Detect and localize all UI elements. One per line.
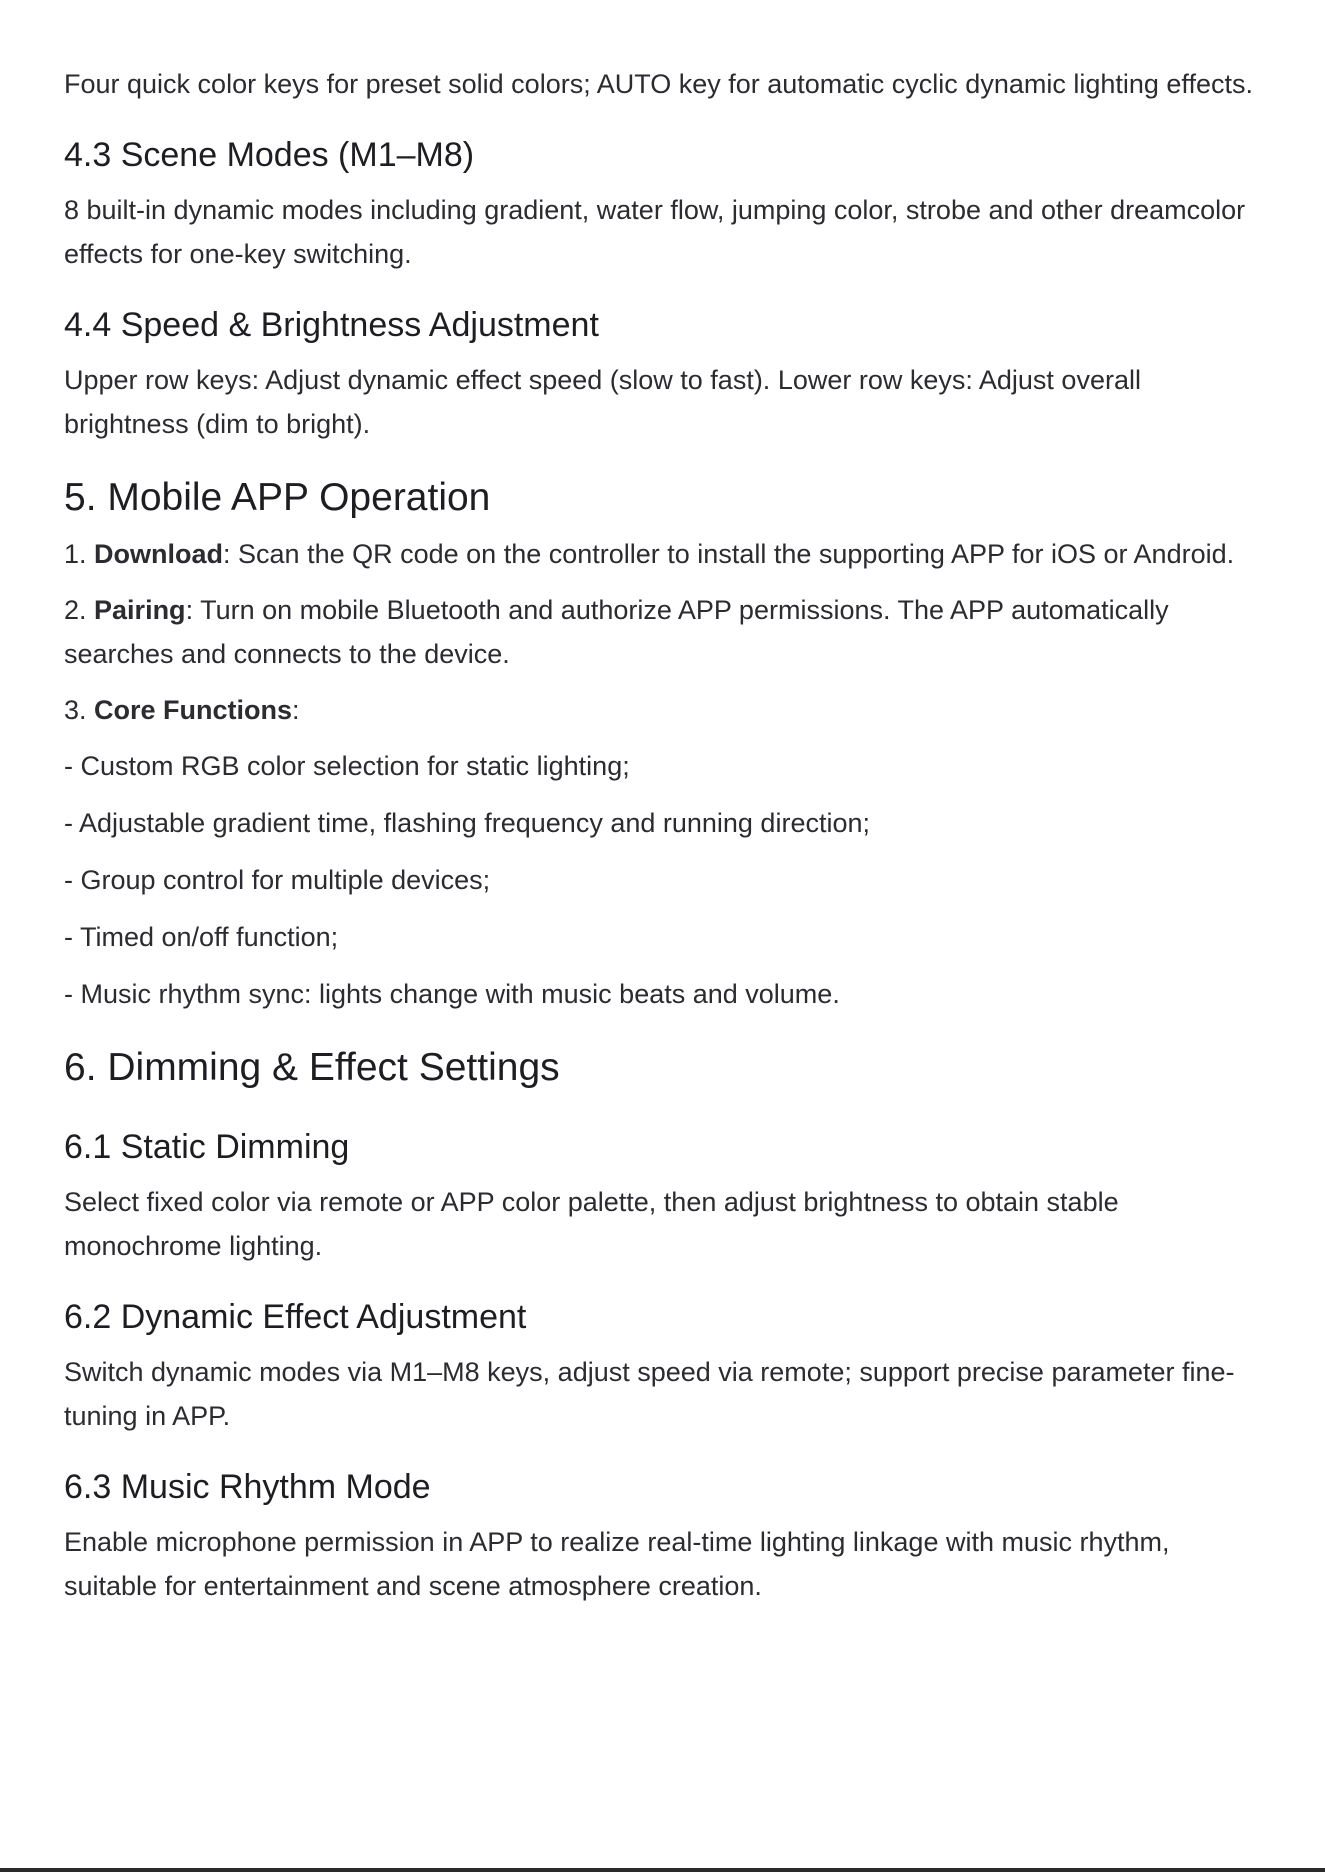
- intro-paragraph: Four quick color keys for preset solid colors; AUTO key for automatic cyclic dynamic lighting effects.: [64, 69, 1253, 99]
- function-item: - Timed on/off function;: [64, 922, 339, 952]
- step-number: 3.: [64, 695, 95, 725]
- step-text: :: [292, 695, 300, 725]
- step-pairing: [64, 588, 1254, 676]
- heading-6-2: 6.2 Dynamic Effect Adjustment: [64, 1298, 527, 1336]
- heading-6-1: 6.1 Static Dimming: [64, 1128, 350, 1166]
- step-number: 1.: [64, 539, 95, 569]
- heading-5: 5. Mobile APP Operation: [64, 476, 491, 519]
- step-text: : Turn on mobile Bluetooth and authorize APP permissions. The APP automatically searches and connects to the device.: [64, 595, 1169, 669]
- heading-6-3: 6.3 Music Rhythm Mode: [64, 1468, 431, 1506]
- function-item: - Adjustable gradient time, flashing frequency and running direction;: [64, 808, 870, 838]
- step-text: : Scan the QR code on the controller to install the supporting APP for iOS or Android.: [223, 539, 1235, 569]
- function-item: - Custom RGB color selection for static lighting;: [64, 751, 630, 781]
- document-body: [64, 62, 1254, 1608]
- step-label: Core Functions: [94, 695, 293, 725]
- paragraph-6-3: Enable microphone permission in APP to realize real-time lighting linkage with music rhythm, suitable for entertainment and scene atmosphere creation.: [64, 1527, 1170, 1601]
- function-item: - Music rhythm sync: lights change with music beats and volume.: [64, 979, 840, 1009]
- heading-4-4: 4.4 Speed & Brightness Adjustment: [64, 306, 599, 344]
- step-download: [64, 532, 1254, 576]
- paragraph-6-1: Select fixed color via remote or APP color palette, then adjust brightness to obtain stable monochrome lighting.: [64, 1187, 1119, 1261]
- step-label: Pairing: [94, 595, 186, 625]
- bottom-divider: [0, 1868, 1325, 1872]
- step-core-functions: [64, 688, 1254, 732]
- heading-4-3: 4.3 Scene Modes (M1–M8): [64, 136, 475, 174]
- paragraph-6-2: Switch dynamic modes via M1–M8 keys, adjust speed via remote; support precise parameter fine-tuning in APP.: [64, 1357, 1235, 1431]
- step-label: Download: [94, 539, 224, 569]
- heading-6: 6. Dimming & Effect Settings: [64, 1046, 560, 1089]
- function-item: - Group control for multiple devices;: [64, 865, 491, 895]
- step-number: 2.: [64, 595, 95, 625]
- paragraph-4-4: Upper row keys: Adjust dynamic effect speed (slow to fast). Lower row keys: Adjust overall brightness (dim to bright).: [64, 365, 1141, 439]
- paragraph-4-3: 8 built-in dynamic modes including gradient, water flow, jumping color, strobe and other dreamcolor effects for one-key switching.: [64, 195, 1246, 269]
